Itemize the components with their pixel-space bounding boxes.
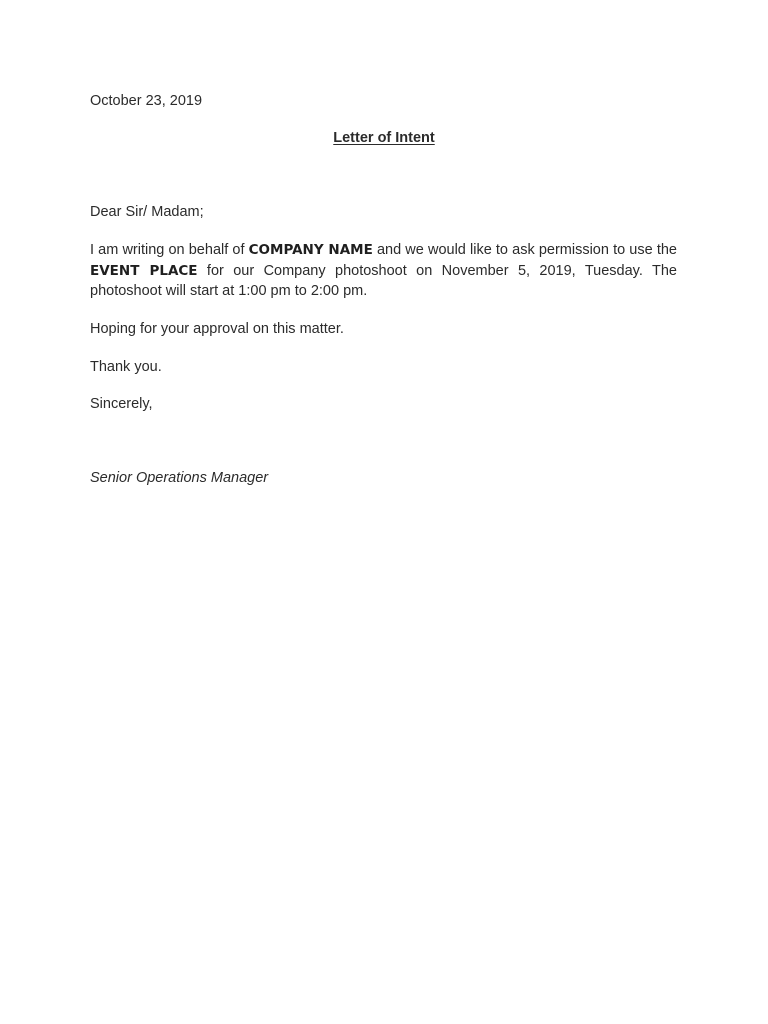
- letter-closing: Sincerely,: [90, 396, 153, 412]
- body-text-part-1: I am writing on behalf of: [90, 242, 249, 258]
- event-place-placeholder: EVENT PLACE: [90, 262, 198, 279]
- signature-title: Senior Operations Manager: [90, 470, 269, 486]
- letter-date: October 23, 2019: [90, 93, 203, 109]
- letter-body-paragraph: [90, 240, 677, 302]
- body-text-part-2: and we would like to ask permission to use the: [372, 242, 677, 258]
- letter-hoping-line: Hoping for your approval on this matter.: [90, 321, 344, 337]
- letter-title: Letter of Intent: [333, 130, 435, 146]
- letter-thanks-line: Thank you.: [90, 359, 162, 375]
- body-text-part-3: for our Company photoshoot on November 5, 2019, Tuesday. The photoshoot will start at 1:00 pm to 2:00 pm.: [90, 262, 677, 300]
- company-name-placeholder: COMPANY NAME: [248, 242, 373, 258]
- letter-salutation: Dear Sir/ Madam;: [90, 204, 204, 220]
